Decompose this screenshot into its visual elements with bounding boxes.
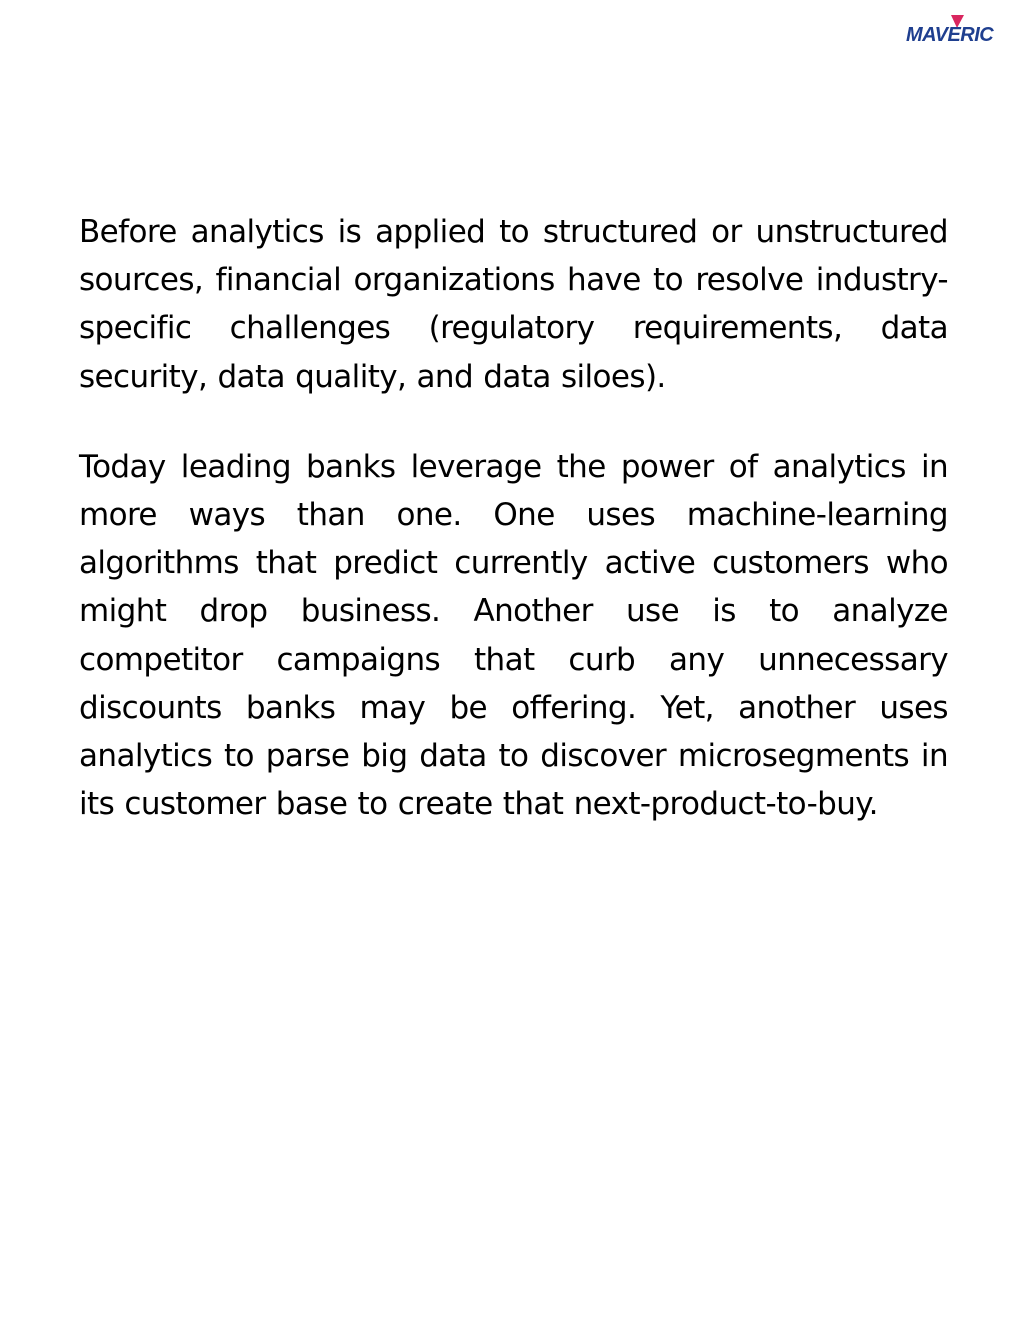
paragraph-bank-analytics-uses: Today leading banks leverage the power of analytics in more ways than one. One uses machine-learning algorithms that predict currently active customers who might drop business. Another use is to analyze competitor campaigns that curb any unnecessary discounts banks may be offering. Yet, another uses analytics to parse big data to discover microsegments in its customer base to create that next-product-to-buy. (79, 448, 948, 823)
maveric-logo-mark (904, 12, 1016, 46)
logo-wordmark: MAVERIC (906, 24, 994, 46)
maveric-logo (904, 12, 1016, 46)
document-body (79, 208, 948, 828)
paragraph-analytics-challenges: Before analytics is applied to structured or unstructured sources, financial organizations have to resolve industry-specific challenges (regulatory requirements, data security, data quality, and data siloes). (79, 214, 948, 395)
